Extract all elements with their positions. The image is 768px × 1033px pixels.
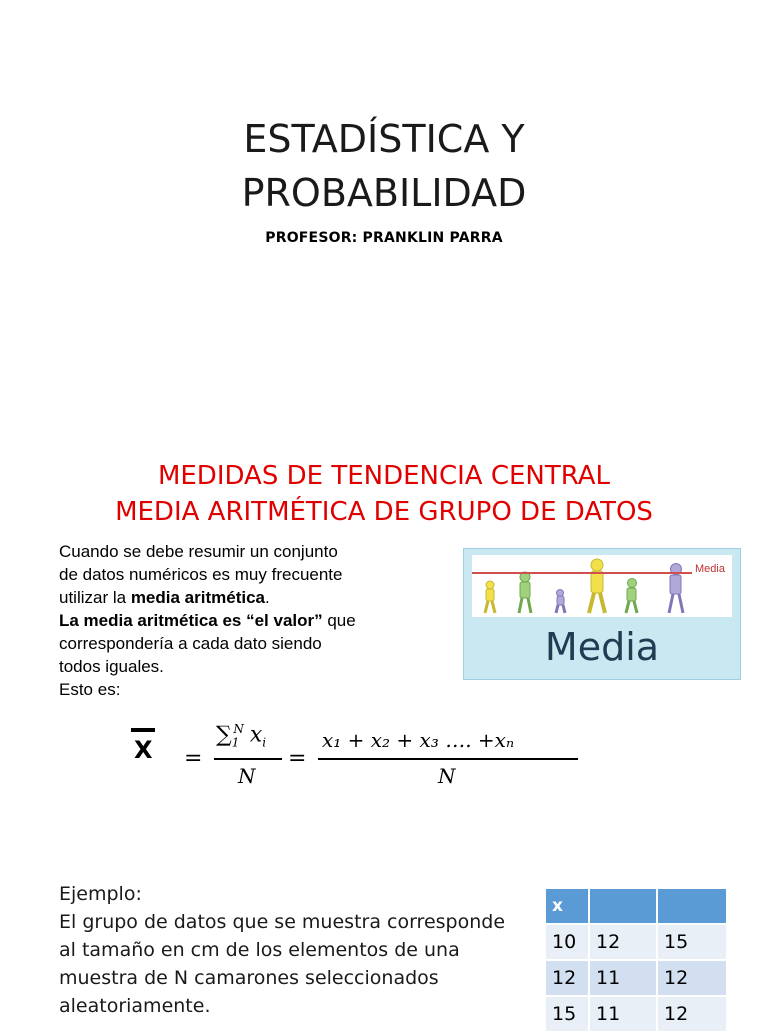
section-heading-line-1: MEDIDAS DE TENDENCIA CENTRAL xyxy=(157,461,611,491)
people-figures-icon xyxy=(472,555,732,617)
table-cell: 12 xyxy=(590,925,658,961)
sigma-lower: 1 xyxy=(231,735,240,750)
equals-sign-2: = xyxy=(288,746,307,771)
intro-p1-bold: media aritmética xyxy=(130,588,265,607)
table-cell: 10 xyxy=(546,925,590,961)
table-cell: 11 xyxy=(590,961,658,997)
table-cell: 12 xyxy=(658,961,728,997)
table-row xyxy=(546,997,728,1033)
intro-p1-end: . xyxy=(265,588,270,607)
equals-sign-1: = xyxy=(184,746,203,771)
table-cell: 12 xyxy=(658,997,728,1033)
intro-paragraph-1 xyxy=(59,540,359,609)
table-cell: 15 xyxy=(546,997,590,1033)
figures-strip xyxy=(472,555,732,617)
table-header-cell xyxy=(590,889,658,925)
slide-title xyxy=(0,112,768,220)
intro-p2-bold: La media aritmética es “el valor” xyxy=(59,611,323,630)
example-text: El grupo de datos que se muestra corresponde al tamaño en cm de los elementos de una muestra de N camarones seleccionados aleatoriamente. xyxy=(59,911,506,1017)
sum-variable: x xyxy=(249,722,263,748)
sigma-upper: N xyxy=(233,722,244,736)
intro-p2-text: que correspondería a cada dato siendo todos iguales. xyxy=(59,611,356,676)
section-heading xyxy=(0,458,768,530)
mean-formula xyxy=(126,720,596,800)
media-line xyxy=(472,572,692,574)
sum-numerator xyxy=(216,722,266,750)
title-line-1: ESTADÍSTICA Y xyxy=(243,117,525,161)
fraction-bar-2 xyxy=(318,758,578,760)
table-cell: 15 xyxy=(658,925,728,961)
intro-p1-text: Cuando se debe resumir un conjunto de datos numéricos es muy frecuente utilizar la xyxy=(59,542,343,607)
intro-paragraph-3: Esto es: xyxy=(59,680,121,699)
intro-paragraph-2 xyxy=(59,609,359,678)
table-cell: 11 xyxy=(590,997,658,1033)
sigma-symbol: ∑ xyxy=(216,722,232,748)
fraction-bar-1 xyxy=(214,758,282,760)
media-illustration xyxy=(463,548,741,680)
table-row xyxy=(546,961,728,997)
table-header-cell xyxy=(658,889,728,925)
expanded-numerator: x₁ + x₂ + x₃ …. +xₙ xyxy=(322,728,515,752)
denominator-1: N xyxy=(238,764,256,788)
intro-text xyxy=(59,540,359,701)
table-header-cell: x xyxy=(546,889,590,925)
media-big-label: Media xyxy=(544,625,660,669)
data-table xyxy=(546,889,728,1033)
example-block xyxy=(59,880,529,1020)
example-label: Ejemplo: xyxy=(59,883,142,905)
table-row xyxy=(546,925,728,961)
section-heading-line-2: MEDIA ARITMÉTICA DE GRUPO DE DATOS xyxy=(115,497,653,527)
denominator-2: N xyxy=(438,764,456,788)
table-header-row xyxy=(546,889,728,925)
sum-variable-index: i xyxy=(262,735,267,750)
media-small-label: Media xyxy=(695,563,725,575)
xbar-overline xyxy=(131,728,155,732)
title-line-2: PROBABILIDAD xyxy=(241,171,527,215)
xbar-symbol: X xyxy=(134,736,153,764)
slide-subtitle: PROFESOR: PRANKLIN PARRA xyxy=(265,230,503,246)
table-cell: 12 xyxy=(546,961,590,997)
